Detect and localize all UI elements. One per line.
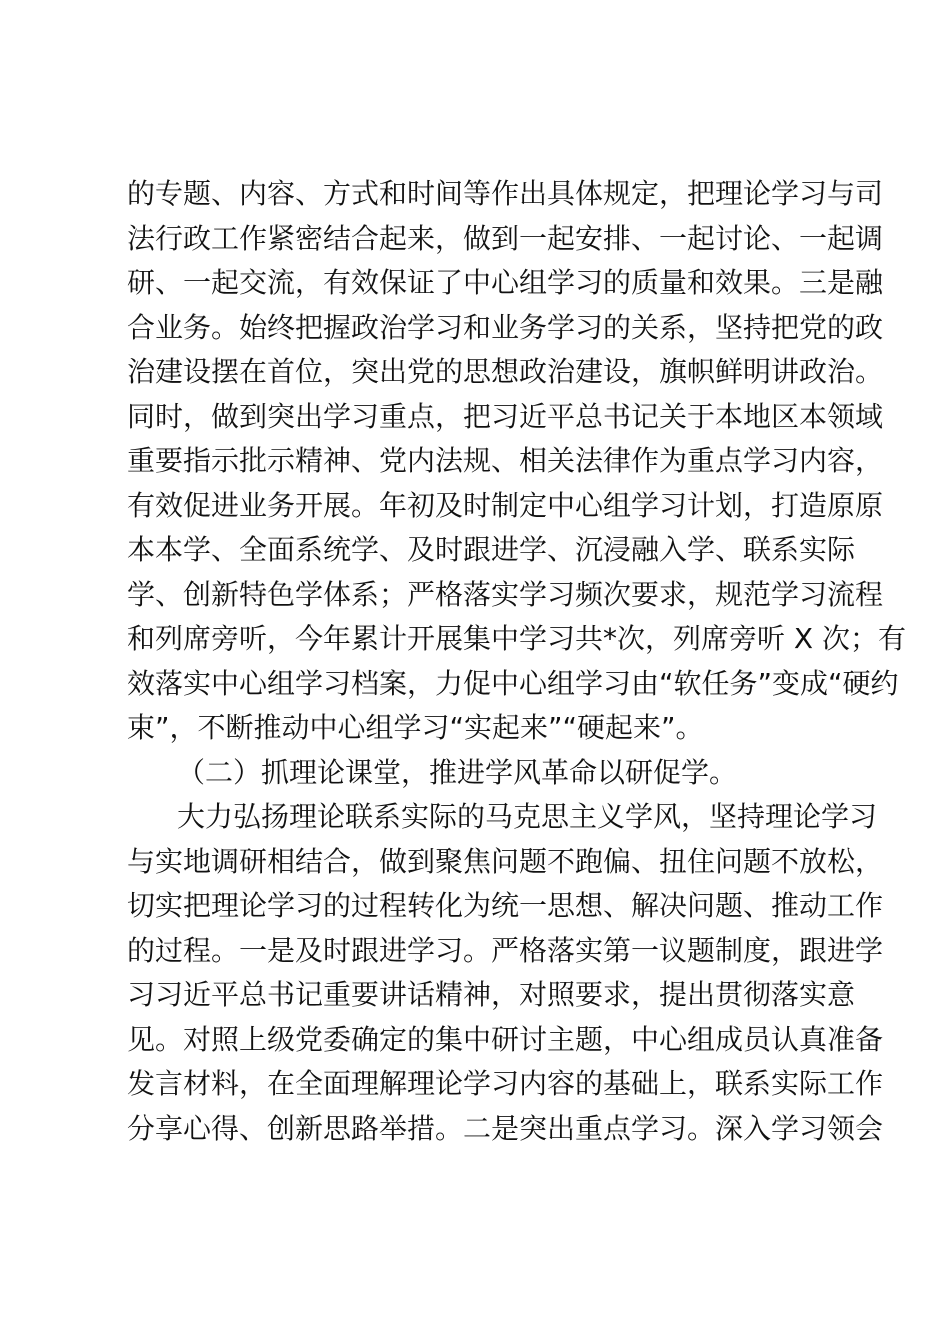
paragraph-1-line-12: 效落实中心组学习档案，力促中心组学习由“软任务”变成“硬约 (127, 666, 899, 700)
paragraph-1-line-6: 同时，做到突出学习重点，把习近平总书记关于本地区本领域 (127, 399, 884, 433)
paragraph-2-line-1: 大力弘扬理论联系实际的马克思主义学风，坚持理论学习 (177, 800, 878, 833)
paragraph-1-line-4: 合业务。始终把握政治学习和业务学习的关系，坚持把党的政 (127, 310, 884, 344)
paragraph-1-line-13: 束”，不断推动中心组学习“实起来”“硬起来”。 (127, 711, 704, 744)
paragraph-2-line-8: 分享心得、创新思路举措。二是突出重点学习。深入学习领会 (127, 1111, 884, 1145)
paragraph-1-line-3: 研、一起交流，有效保证了中心组学习的质量和效果。三是融 (127, 266, 884, 299)
paragraph-2-line-2: 与实地调研相结合，做到聚焦问题不跑偏、扭住问题不放松， (127, 844, 884, 878)
paragraph-2-line-3: 切实把理论学习的过程转化为统一思想、解决问题、推动工作 (127, 889, 884, 922)
paragraph-1-line-8: 有效促进业务开展。年初及时制定中心组学习计划，打造原原 (127, 488, 884, 522)
paragraph-2-line-5: 习习近平总书记重要讲话精神，对照要求，提出贯彻落实意 (127, 978, 856, 1011)
paragraph-2-line-7: 发言材料，在全面理解理论学习内容的基础上，联系实际工作 (127, 1067, 884, 1100)
paragraph-1-line-10: 学、创新特色学体系；严格落实学习频次要求，规范学习流程 (127, 577, 884, 611)
section-heading-2: （二）抓理论课堂，推进学风革命以研促学。 (177, 755, 738, 789)
document-body (127, 172, 906, 1151)
paragraph-2-line-4: 的过程。一是及时跟进学习。严格落实第一议题制度，跟进学 (127, 933, 884, 967)
paragraph-1-line-2: 法行政工作紧密结合起来，做到一起安排、一起讨论、一起调 (127, 221, 884, 255)
paragraph-1-line-1: 的专题、内容、方式和时间等作出具体规定，把理论学习与司 (127, 177, 884, 210)
paragraph-1-line-7: 重要指示批示精神、党内法规、相关法律作为重点学习内容， (127, 444, 884, 477)
paragraph-1-line-11: 和列席旁听，今年累计开展集中学习共*次，列席旁听 X 次；有 (127, 622, 906, 655)
paragraph-1-line-5: 治建设摆在首位，突出党的思想政治建设，旗帜鲜明讲政治。 (127, 355, 884, 388)
paragraph-2-line-6: 见。对照上级党委确定的集中研讨主题，中心组成员认真准备 (127, 1022, 884, 1056)
paragraph-1-line-9: 本本学、全面系统学、及时跟进学、沉浸融入学、联系实际 (127, 533, 856, 566)
